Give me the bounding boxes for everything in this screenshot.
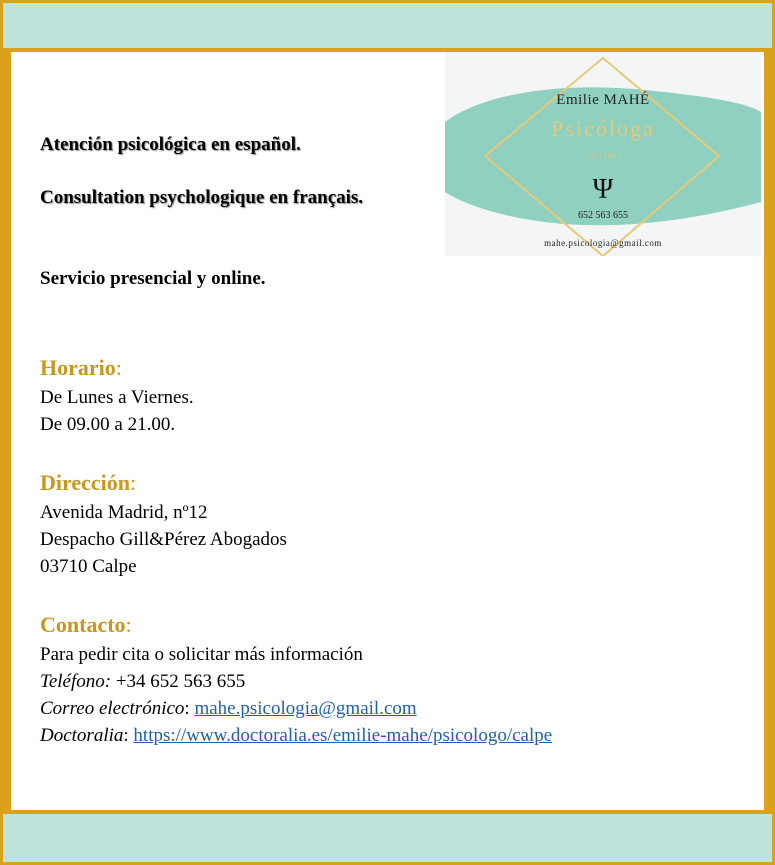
contacto-email (40, 695, 417, 722)
direccion-colon: : (130, 470, 137, 495)
contacto-phone (40, 668, 245, 695)
contacto-colon: : (125, 612, 132, 637)
doctoralia-label: Doctoralia (40, 725, 124, 746)
intro-french: Consultation psychologique en français. (40, 187, 364, 208)
footer-band (3, 814, 772, 862)
contacto-heading (40, 612, 132, 638)
logo-name: Emilie MAHÉ (556, 92, 650, 108)
email-link[interactable]: mahe.psicologia@gmail.com (194, 698, 417, 719)
intro-service: Servicio presencial y online. (40, 268, 266, 289)
psi-scales-icon: Ψ (592, 174, 614, 205)
content-panel (11, 52, 764, 810)
contacto-doctoralia (40, 722, 552, 749)
direccion-heading (40, 470, 136, 496)
horario-heading (40, 355, 122, 381)
contacto-intro: Para pedir cita o solicitar más información (40, 644, 363, 665)
doctoralia-link[interactable]: https://www.doctoralia.es/emilie-mahe/psicologo/calpe (133, 725, 553, 746)
direccion-line-1: Avenida Madrid, nº12 (40, 502, 208, 523)
horario-heading-text: Horario (40, 355, 116, 380)
intro-spanish: Atención psicológica en español. (40, 134, 301, 155)
horario-line-1: De Lunes a Viernes. (40, 387, 194, 408)
horario-line-2: De 09.00 a 21.00. (40, 414, 176, 435)
horario-colon: : (115, 355, 122, 380)
logo-license: CV-17062 (584, 152, 622, 160)
logo-email: mahe.psicologia@gmail.com (544, 238, 662, 248)
direccion-line-2: Despacho Gill&Pérez Abogados (40, 529, 287, 550)
email-separator: : (184, 698, 195, 719)
phone-label: Teléfono: (40, 671, 112, 692)
email-label: Correo electrónico (40, 698, 185, 719)
direccion-line-3: 03710 Calpe (40, 556, 137, 577)
header-band (3, 3, 772, 48)
contacto-heading-text: Contacto (40, 612, 126, 637)
logo-card (445, 52, 761, 256)
direccion-heading-text: Dirección (40, 470, 131, 495)
logo-phone: 652 563 655 (578, 210, 628, 221)
doctoralia-separator: : (123, 725, 134, 746)
logo-title: Psicóloga (551, 116, 655, 141)
phone-value: +34 652 563 655 (111, 671, 246, 692)
